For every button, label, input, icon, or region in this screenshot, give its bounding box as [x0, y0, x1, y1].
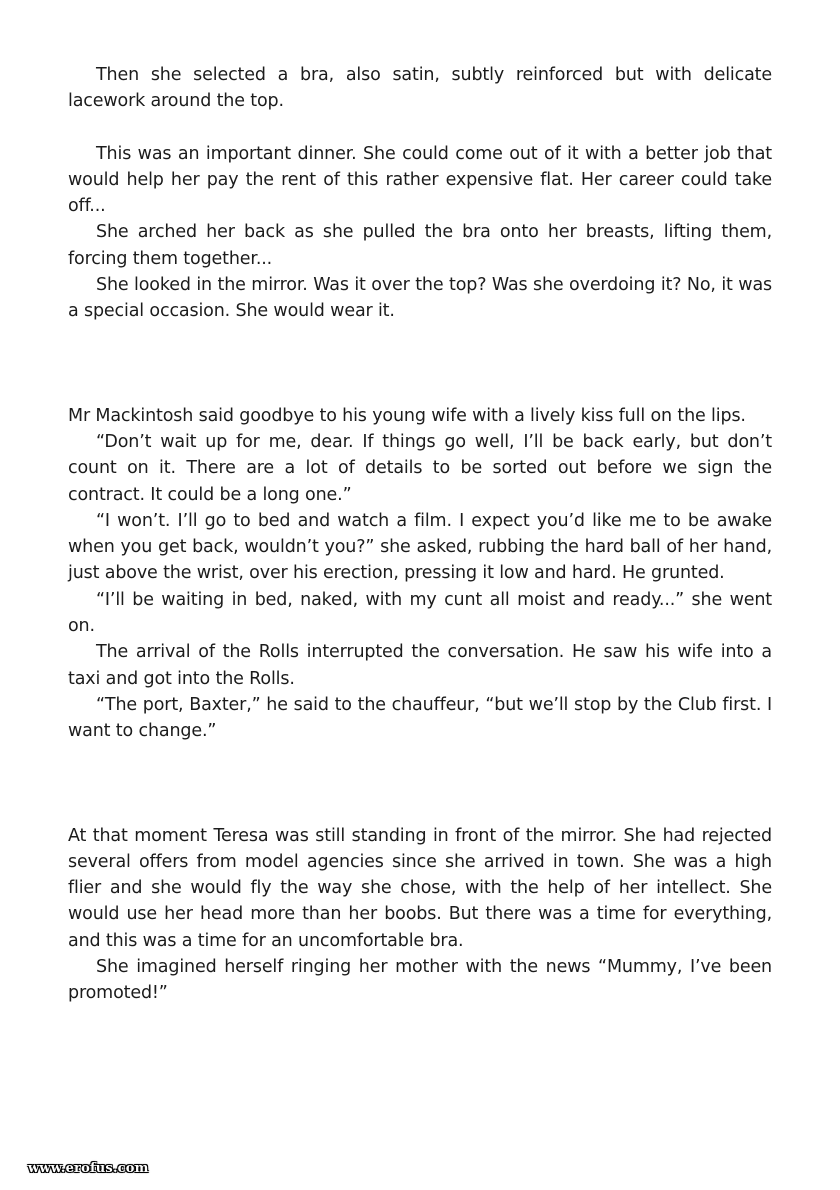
paragraph: “I’ll be waiting in bed, naked, with my cunt all moist and ready...” she went on. [68, 589, 772, 637]
section-break [68, 745, 772, 823]
paragraph: “I won’t. I’ll go to bed and watch a film. I expect you’d like me to be awake when you get back, wouldn’t you?” she asked, rubbing the hard ball of her hand, just above the wrist, over his erection, pressing it low and hard. He grunted. [68, 510, 772, 584]
paragraph: Mr Mackintosh said goodbye to his young wife with a lively kiss full on the lips. [68, 405, 746, 426]
paragraph: This was an important dinner. She could come out of it with a better job that would help her pay the rent of this rather expensive flat. Her career could take off... [68, 143, 772, 217]
paragraph: She imagined herself ringing her mother with the news “Mummy, I’ve been promoted!” [68, 957, 772, 1004]
paragraph: “Don’t wait up for me, dear. If things go well, I’ll be back early, but don’t count on it. There are a lot of details to be sorted out before we sign the contract. It could be a long one.” [68, 431, 772, 505]
paragraph: She looked in the mirror. Was it over the top? Was she overdoing it? No, it was a special occasion. She would wear it. [68, 275, 772, 322]
paragraph: “The port, Baxter,” he said to the chauffeur, “but we’ll stop by the Club first. I want to change.” [68, 694, 772, 742]
section-dressing [68, 62, 772, 325]
paragraph: Then she selected a bra, also satin, subtly reinforced but with delicate lacework around the top. [68, 65, 772, 112]
document-page [68, 62, 772, 1007]
paragraph-gap [68, 115, 772, 141]
watermark: www.erofus.com [28, 1161, 149, 1176]
paragraph: The arrival of the Rolls interrupted the conversation. He saw his wife into a taxi and got into the Rolls. [68, 642, 772, 689]
paragraph: At that moment Teresa was still standing in front of the mirror. She had rejected several offers from model agencies since she arrived in town. She was a high flier and she would fly the way she chose, with the help of her intellect. She would use her head more than her boobs. But there was a time for everything, and this was a time for an uncomfortable bra. [68, 825, 772, 951]
paragraph: She arched her back as she pulled the bra onto her breasts, lifting them, forcing them together... [68, 222, 772, 269]
section-teresa [68, 823, 772, 1007]
section-break [68, 325, 772, 403]
section-mackintosh [68, 403, 772, 745]
